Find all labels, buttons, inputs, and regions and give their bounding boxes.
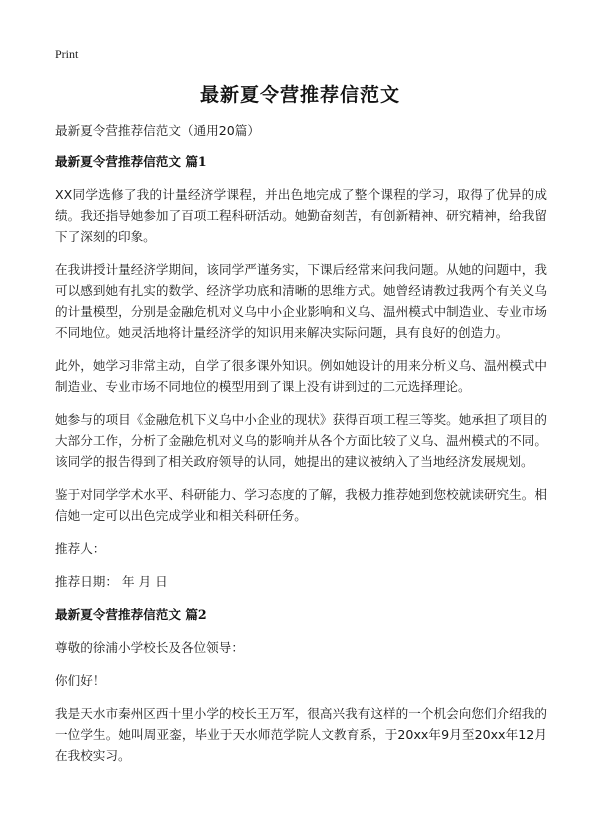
recommender-line: 推荐人： <box>55 541 106 556</box>
section-1-paragraph-2: 在我讲授计量经济学期间，该同学严谨务实，下课后经常来问我问题。从她的问题中，我可以感到她有扎实的数学、经济学功底和清晰的思维方式。她曾经请教过我两个有关义乌的计量模型，分别是金融危机对义乌中小企业影响和义乌、温州模式中制造业、专业市场不同地位。她灵活地将计量经济学的知识用来解决实际问题，具有良好的创造力。 <box>55 262 547 340</box>
section-1-paragraph-4: 她参与的项目《金融危机下义乌中小企业的现状》获得百项工程三等奖。她承担了项目的大部分工作，分析了金融危机对义乌的影响并从各个方面比较了义乌、温州模式的不同。该同学的报告得到了相关政府领导的认同，她提出的建议被纳入了当地经济发展规划。 <box>55 412 547 469</box>
print-label[interactable]: Print <box>55 47 79 61</box>
section-2-paragraph-1: 我是天水市秦州区西十里小学的校长王万军，很高兴我有这样的一个机会向您们介绍我的一位学生。她叫周亚銮，毕业于天水师范学院人文教育系，于20xx年9月至20xx年12月在我校实习。 <box>55 706 547 763</box>
section-1-paragraph-5: 鉴于对同学学术水平、科研能力、学习态度的了解，我极力推荐她到您校就读研究生。相信她一定可以出色完成学业和相关科研任务。 <box>55 487 547 523</box>
section-2-greeting: 你们好！ <box>55 673 106 688</box>
document-subtitle: 最新夏令营推荐信范文（通用20篇） <box>55 123 260 138</box>
section-1-paragraph-1: XX同学选修了我的计量经济学课程，并出色地完成了整个课程的学习，取得了优异的成绩。我还指导她参加了百项工程科研活动。她勤奋刻苦，有创新精神、研究精神，给我留下了深刻的印象。 <box>55 187 547 244</box>
recommend-date-line: 推荐日期： 年 月 日 <box>55 574 168 589</box>
section-1-paragraph-3: 此外，她学习非常主动，自学了很多课外知识。例如她设计的用来分析义乌、温州模式中制造业、专业市场不同地位的模型用到了课上没有讲到过的二元选择理论。 <box>55 358 547 394</box>
page-title: 最新夏令营推荐信范文 <box>199 84 400 106</box>
document-body <box>55 120 547 778</box>
section-2-salutation: 尊敬的徐浦小学校长及各位领导： <box>55 640 244 655</box>
section-2-heading: 最新夏令营推荐信范文 篇2 <box>55 607 207 622</box>
section-1-heading: 最新夏令营推荐信范文 篇1 <box>55 154 207 169</box>
